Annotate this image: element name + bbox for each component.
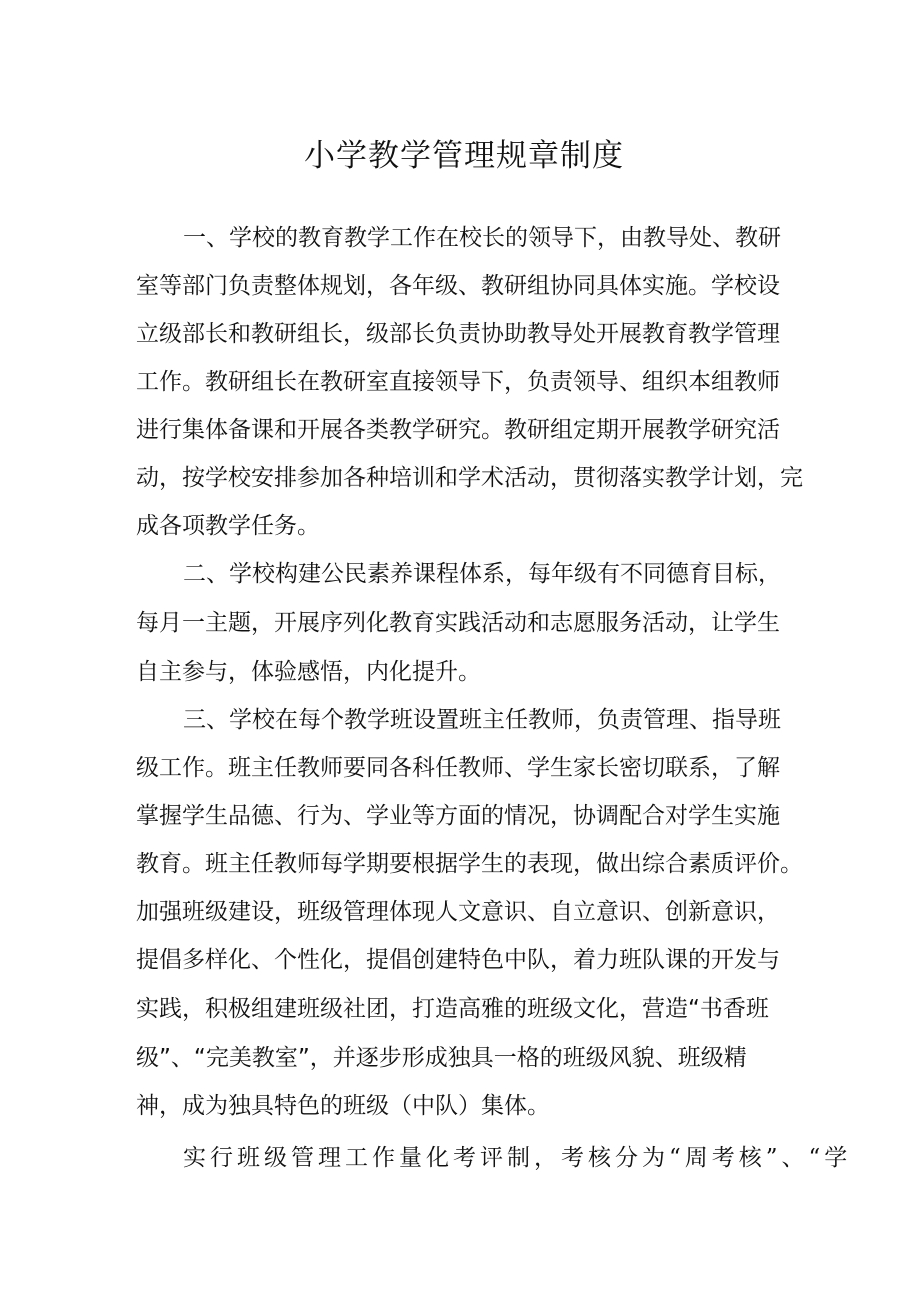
paragraph-1-line-4: 工作。教研组长在教研室直接领导下，负责领导、组织本组教师 bbox=[136, 369, 780, 395]
paragraph-1-line-2: 室等部门负责整体规划，各年级、教研组协同具体实施。学校设 bbox=[136, 273, 780, 299]
paragraph-3-line-5: 加强班级建设，班级管理体现人文意识、自立意识、创新意识， bbox=[136, 899, 780, 925]
paragraph-3-line-9: 神，成为独具特色的班级（中队）集体。 bbox=[136, 1093, 550, 1119]
document-title: 小学教学管理规章制度 bbox=[304, 138, 624, 174]
paragraph-3-line-3: 掌握学生品德、行为、学业等方面的情况，协调配合对学生实施 bbox=[136, 803, 780, 829]
paragraph-1-line-5: 进行集体备课和开展各类教学研究。教研组定期开展教学研究活 bbox=[136, 417, 780, 443]
paragraph-3-line-1: 三、学校在每个教学班设置班主任教师，负责管理、指导班 bbox=[183, 707, 781, 733]
paragraph-2-line-1: 二、学校构建公民素养课程体系，每年级有不同德育目标， bbox=[183, 561, 781, 587]
paragraph-3-line-4: 教育。班主任教师每学期要根据学生的表现，做出综合素质评价。 bbox=[136, 851, 803, 877]
paragraph-3-line-2: 级工作。班主任教师要同各科任教师、学生家长密切联系，了解 bbox=[136, 755, 780, 781]
paragraph-3-line-6: 提倡多样化、个性化，提倡创建特色中队，着力班队课的开发与 bbox=[136, 947, 780, 973]
paragraph-1-line-7: 成各项教学任务。 bbox=[136, 513, 320, 539]
paragraph-1-line-3: 立级部长和教研组长，级部长负责协助教导处开展教育教学管理 bbox=[136, 321, 780, 347]
paragraph-3-line-8: 级”、“完美教室”，并逐步形成独具一格的班级风貌、班级精 bbox=[136, 1045, 747, 1071]
paragraph-4-line-1: 实行班级管理工作量化考评制，考核分为“周考核”、“学 bbox=[183, 1145, 852, 1171]
paragraph-1-line-1: 一、学校的教育教学工作在校长的领导下，由教导处、教研 bbox=[183, 225, 781, 251]
paragraph-2-line-2: 每月一主题，开展序列化教育实践活动和志愿服务活动，让学生 bbox=[136, 610, 780, 636]
paragraph-2-line-3: 自主参与，体验感悟，内化提升。 bbox=[136, 659, 481, 685]
paragraph-3-line-7: 实践，积极组建班级社团，打造高雅的班级文化，营造“书香班 bbox=[136, 996, 769, 1022]
paragraph-1-line-6: 动，按学校安排参加各种培训和学术活动，贯彻落实教学计划，完 bbox=[136, 465, 803, 491]
